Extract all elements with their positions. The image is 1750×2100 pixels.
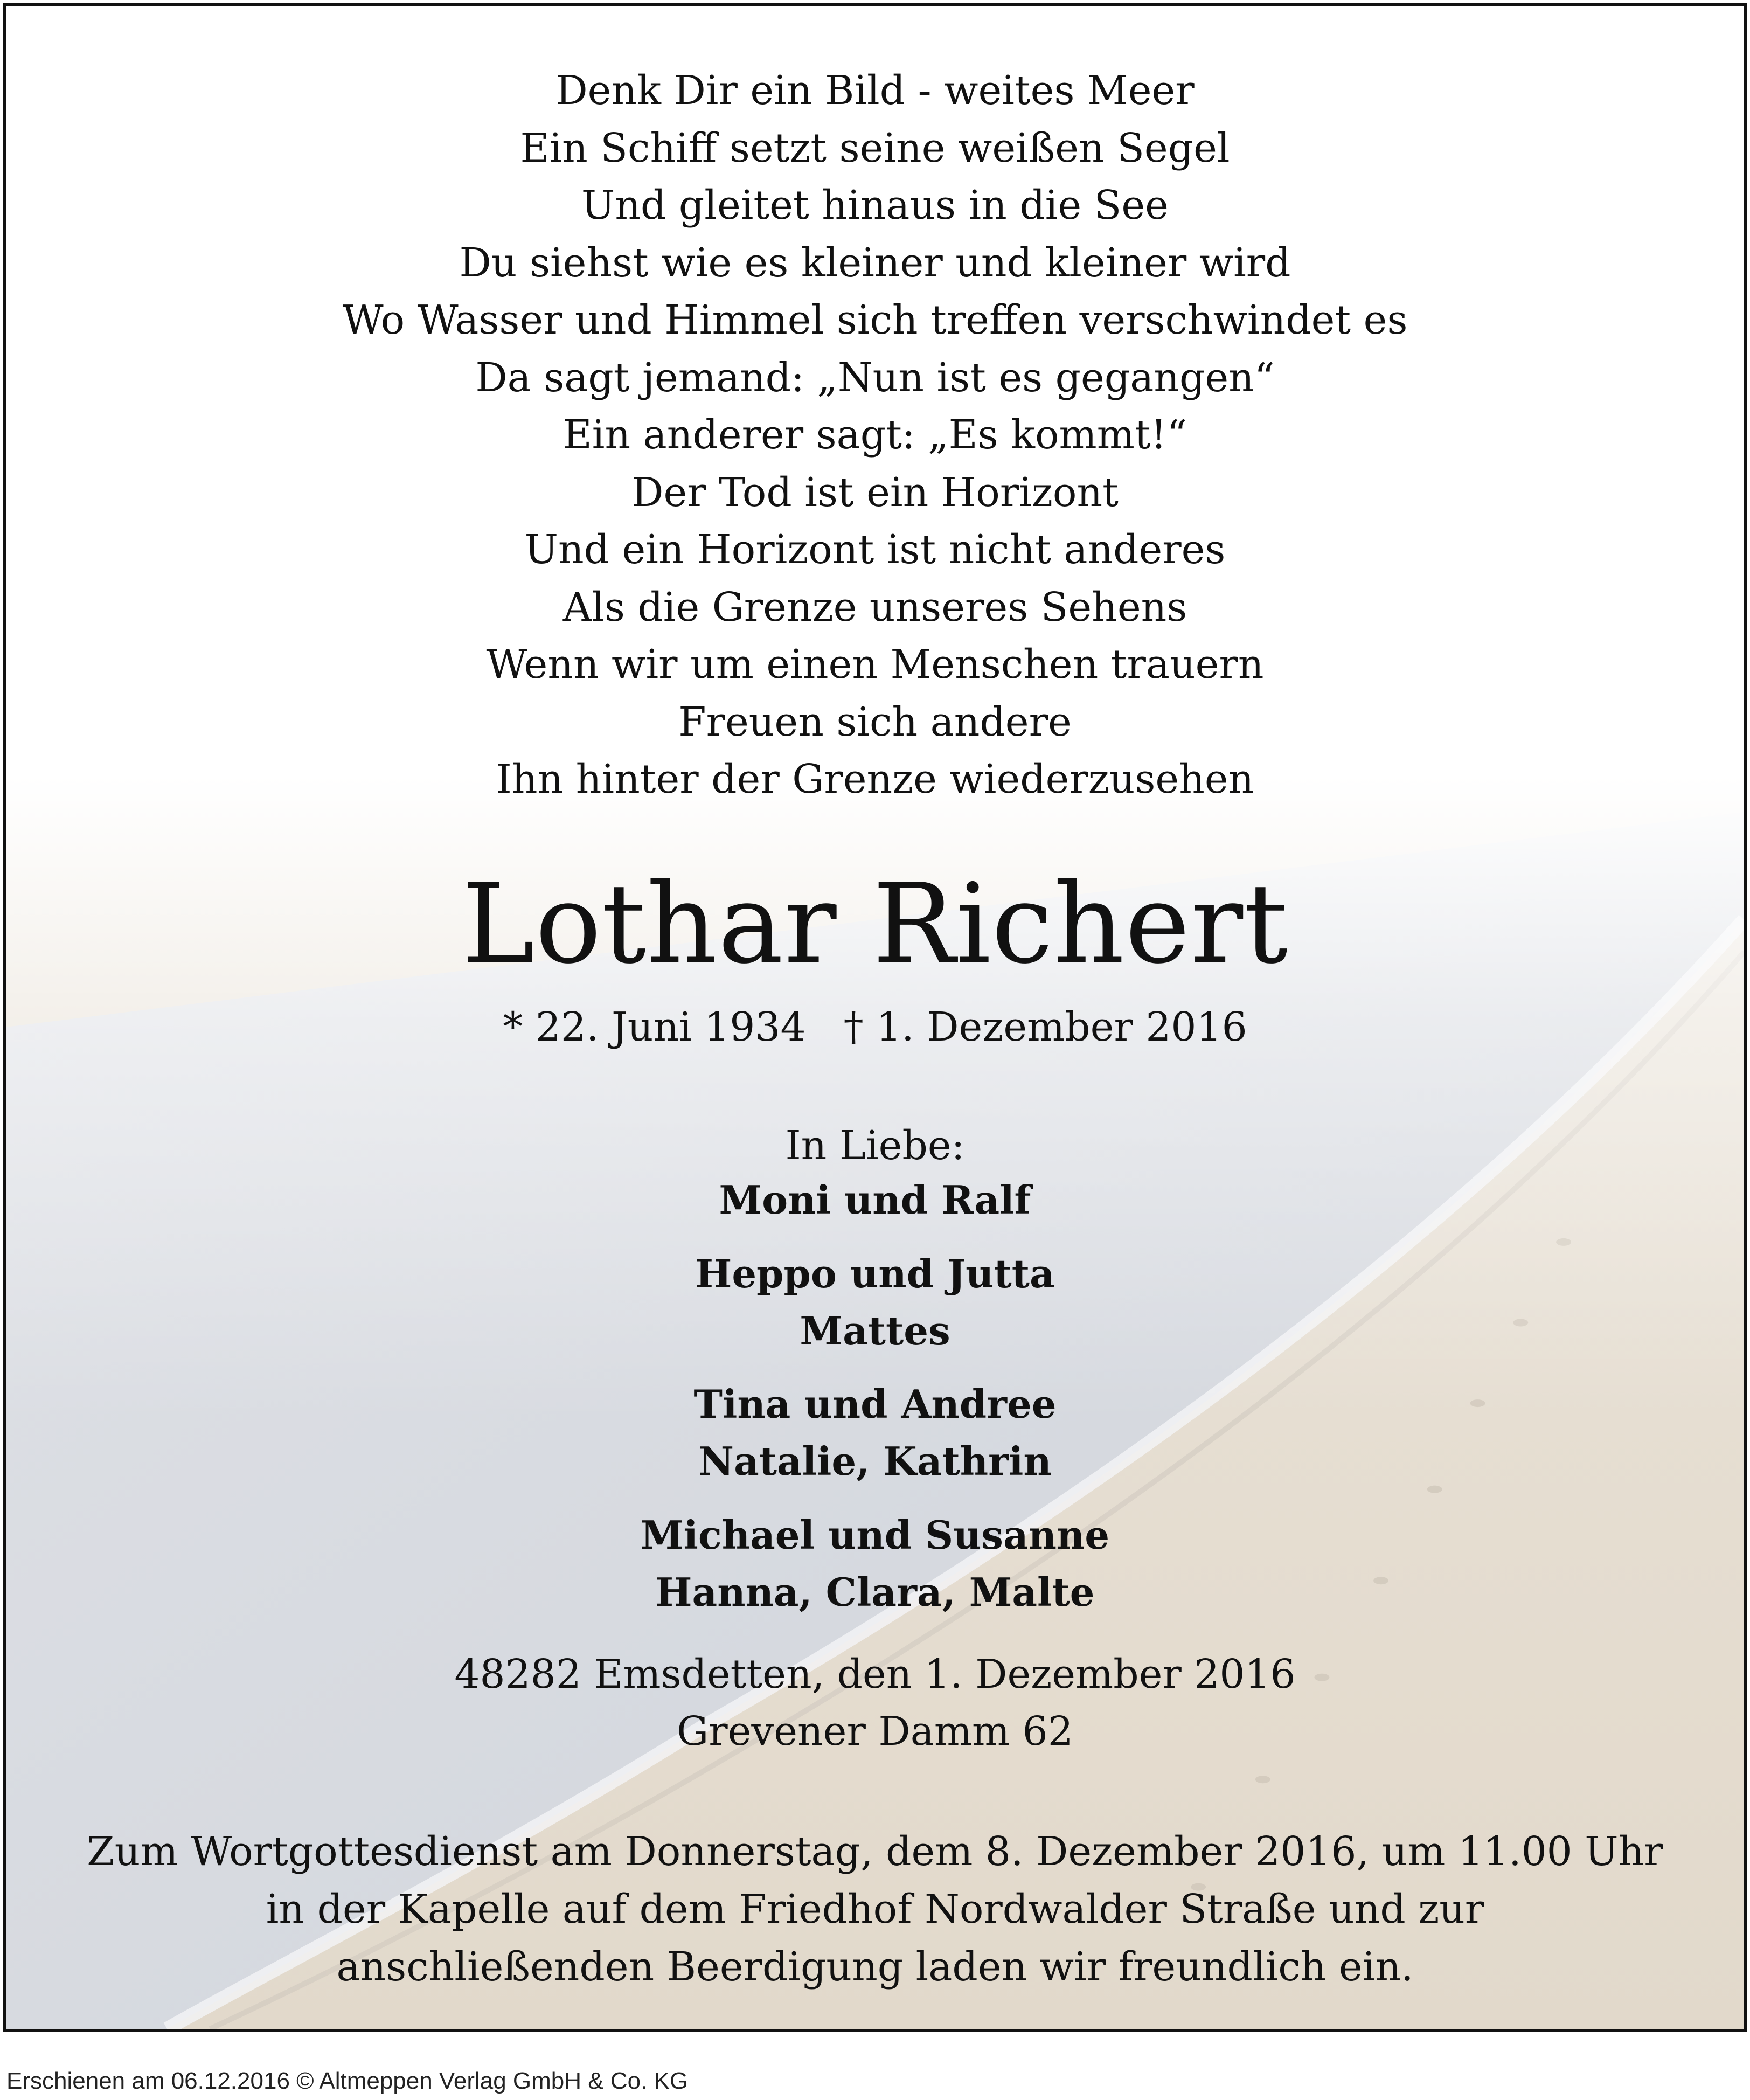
poem-line: Ihn hinter der Grenze wiederzusehen xyxy=(496,756,1254,802)
city-date: 48282 Emsdetten, den 1. Dezember 2016 xyxy=(454,1651,1296,1697)
mourners-intro: In Liebe: xyxy=(785,1122,965,1169)
deceased-name: Lothar Richert xyxy=(461,861,1289,988)
poem-line: Und ein Horizont ist nicht anderes xyxy=(524,526,1226,573)
death-date: † 1. Dezember 2016 xyxy=(843,1004,1247,1050)
service-line: in der Kapelle auf dem Friedhof Nordwalder Straße und zur xyxy=(266,1886,1484,1932)
mourner-group xyxy=(6,1376,1744,1490)
poem-line: Du siehst wie es kleiner und kleiner wird xyxy=(459,239,1291,286)
street-address: Grevener Damm 62 xyxy=(677,1708,1073,1755)
poem-line: Wenn wir um einen Menschen trauern xyxy=(486,641,1264,688)
poem-line: Und gleitet hinaus in die See xyxy=(581,182,1169,228)
mourner-line: Tina und Andree xyxy=(693,1381,1057,1427)
service-invitation xyxy=(6,1823,1744,1996)
life-dates xyxy=(6,1000,1744,1054)
mourner-line: Natalie, Kathrin xyxy=(698,1438,1052,1484)
mourner-line: Mattes xyxy=(800,1308,950,1354)
poem-line: Freuen sich andere xyxy=(678,698,1072,745)
poem-line: Ein anderer sagt: „Es kommt!“ xyxy=(562,412,1188,458)
poem-line: Wo Wasser und Himmel sich treffen verschwindet es xyxy=(342,297,1408,343)
poem-line: Ein Schiff setzt seine weißen Segel xyxy=(520,124,1230,171)
service-line: anschließenden Beerdigung laden wir freundlich ein. xyxy=(336,1944,1414,1990)
mourner-group xyxy=(6,1507,1744,1621)
publication-footer: Erschienen am 06.12.2016 © Altmeppen Verlag GmbH & Co. KG xyxy=(6,2068,689,2094)
birth-date: * 22. Juni 1934 xyxy=(503,1004,806,1050)
poem-line: Der Tod ist ein Horizont xyxy=(631,469,1119,516)
service-line: Zum Wortgottesdienst am Donnerstag, dem 8. Dezember 2016, um 11.00 Uhr xyxy=(87,1828,1663,1875)
poem xyxy=(6,62,1744,808)
mourner-group xyxy=(6,1245,1744,1360)
mourner-line: Heppo und Jutta xyxy=(695,1251,1055,1297)
place-and-address xyxy=(6,1646,1744,1760)
mourner-line: Hanna, Clara, Malte xyxy=(655,1569,1095,1615)
poem-line: Denk Dir ein Bild - weites Meer xyxy=(555,67,1195,114)
poem-line: Da sagt jemand: „Nun ist es gegangen“ xyxy=(475,354,1275,401)
mourner-line: Michael und Susanne xyxy=(640,1512,1110,1558)
obituary-notice xyxy=(3,3,1747,2032)
mourner-group xyxy=(6,1172,1744,1229)
poem-line: Als die Grenze unseres Sehens xyxy=(562,584,1188,630)
mourner-line: Moni und Ralf xyxy=(719,1177,1031,1223)
